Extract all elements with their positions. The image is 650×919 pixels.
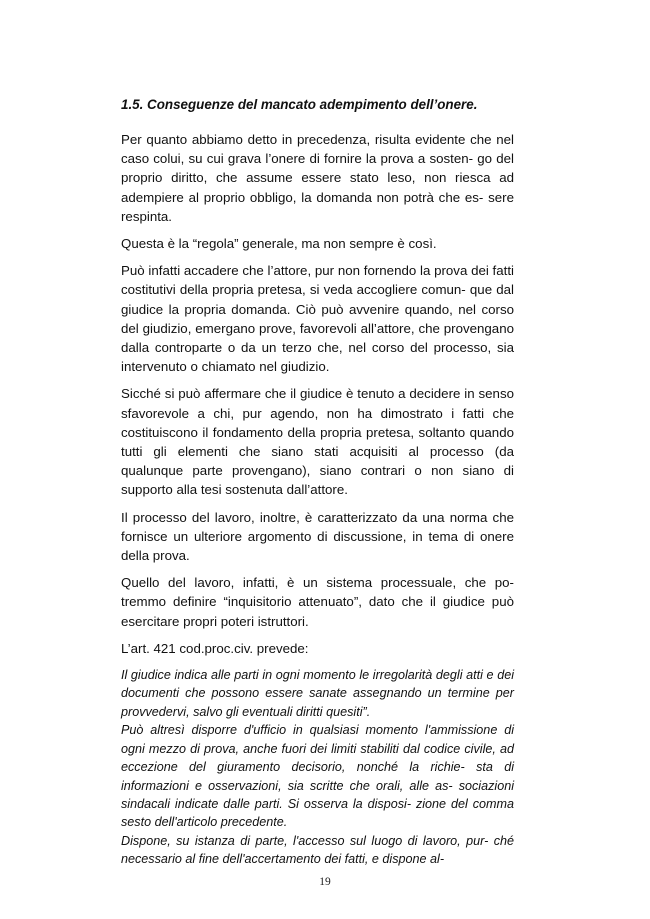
paragraph-consequences: Per quanto abbiamo detto in precedenza, risulta evidente che nel caso colui, su cui grava l’onere di fornire la prova a sosten- go del proprio diritto, che assume essere stato leso, non riesca ad adempiere al proprio obbligo, la domanda non potrà che es- sere respinta. [121, 132, 514, 224]
paragraph-exception: Può infatti accadere che l’attore, pur non fornendo la prova dei fatti costitutivi della propria pretesa, si veda accogliere comun- que dal giudice la propria domanda. Ciò può avvenire quando, nel corso del giudizio, emergano prove, favorevoli all’attore, che provengano dalla controparte o da un terzo che, nel corso del processo, sia intervenuto o chiamato nel giudizio. [121, 263, 514, 375]
article-quote [121, 666, 514, 868]
page-body [121, 96, 514, 869]
paragraph-judge-decision: Sicché si può affermare che il giudice è tenuto a decidere in senso sfavorevole a chi, pur agendo, non ha dimostrato i fatti che costituiscono il fondamento della propria pretesa, soltanto quando tutti gli elementi che siano stati acquisiti al processo (da qualunque parte provengano), siano contrari o non siano di supporto alla tesi sostenuta dall’attore. [121, 386, 514, 498]
paragraph-inquisitorial-system: Quello del lavoro, infatti, è un sistema processuale, che po- tremmo definire “inquisitorio attenuato”, dato che il giudice può esercitare propri poteri istruttori. [121, 575, 514, 629]
section-heading: 1.5. Conseguenze del mancato adempimento dell’onere. [121, 97, 478, 112]
paragraph-general-rule: Questa è la “regola” generale, ma non sempre è così. [121, 236, 437, 252]
paragraph-labour-process: Il processo del lavoro, inoltre, è caratterizzato da una norma che fornisce un ulteriore argomento di discussione, in tema di onere della prova. [121, 509, 514, 564]
page-number: 19 [319, 876, 331, 888]
quote-paragraph-irregularities: Il giudice indica alle parti in ogni momento le irregolarità degli atti e dei documenti che possono essere sanate assegnando un termine per provvedervi, salvo gli eventuali diritti quesiti”. [121, 668, 514, 719]
quote-paragraph-access: Dispone, su istanza di parte, l'accesso sul luogo di lavoro, pur- ché necessario al fine dell'accertamento dei fatti, e dispone al- [121, 833, 514, 867]
quote-paragraph-evidence: Può altresì disporre d'ufficio in qualsiasi momento l'ammissione di ogni mezzo di prova, anche fuori dei limiti stabiliti dal codice civile, ad eccezione del giuramento decisorio, nonché la richie- sta di informazioni e osservazioni, sia scritte che orali, alle as- sociazioni sindacali indicate dalle parti. Si osserva la disposi- zione del comma sesto dell'articolo precedente. [121, 723, 514, 830]
paragraph-article-intro: L’art. 421 cod.proc.civ. prevede: [121, 640, 309, 656]
